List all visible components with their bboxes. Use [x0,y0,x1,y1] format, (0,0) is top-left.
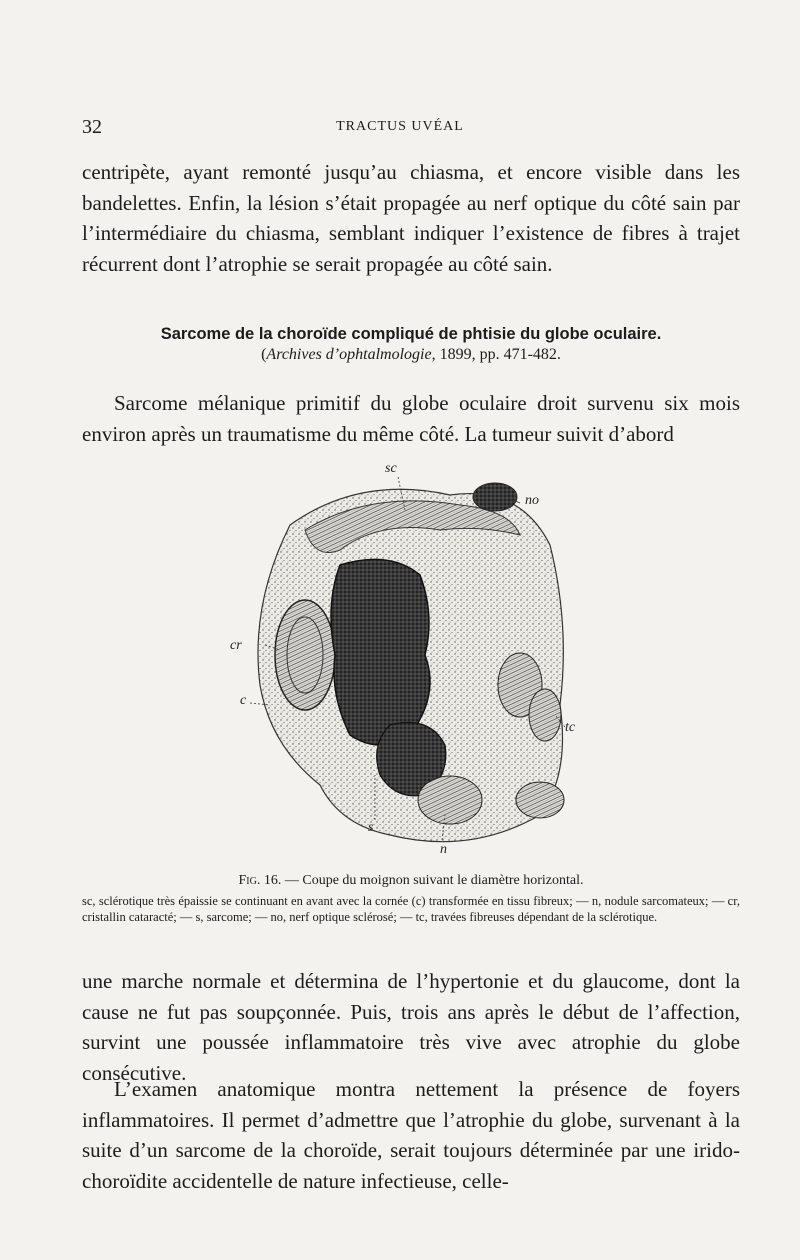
reference-journal: Archives d’ophtalmologie [266,346,432,363]
paragraph-case-continued: une marche normale et détermina de l’hypertonie et du glaucome, dont la cause ne fut pas soupçonnée. Puis, trois ans après le début de l’affection, survint une poussée inflammatoire très vive avec atrophie du globe consécutive. [82,969,740,1085]
label-tc: tc [565,720,576,735]
figure-legend: sc, sclérotique très épaissie se continuant en avant avec la cornée (c) transformée en tissu fibreux; — n, nodule sarcomateux; — cr, cristallin cataracté; — s, sarcome; — no, nerf optique sclérosé; — tc, travées fibreuses dépendant de la sclérotique. [82,894,740,924]
optic-nerve-blob [473,483,517,511]
eye-section-illustration [220,455,600,865]
sarcomatous-nodule [418,776,482,824]
paragraph-continued: centripète, ayant remonté jusqu’au chiasma, et encore visible dans les bandelettes. Enfin, la lésion s’était propagée au nerf optique du côté sain par l’intermédiaire du chiasma, semblant indiquer l’existence de fibres à trajet récurrent dont l’atrophie se serait propagée au côté sain. [82,160,740,276]
page-number: 32 [82,116,102,138]
label-no: no [525,493,539,508]
label-cr: cr [230,638,242,653]
figure-caption-title [82,873,740,889]
label-s: s [368,820,374,835]
reference-open-paren: ( [261,346,267,363]
fibrous-trabecula-3 [516,782,564,818]
label-sc: sc [385,461,397,476]
section-title: Sarcome de la choroïde compliqué de phtisie du globe oculaire. [160,325,662,343]
fibrous-trabecula-2 [529,689,561,741]
figure-caption-text: — Coupe du moignon suivant le diamètre horizontal. [281,873,584,888]
label-c: c [240,693,247,708]
label-n: n [440,842,447,857]
page-header [82,116,718,142]
running-head: TRACTUS UVÉAL [336,119,464,134]
sarcoma-mass [331,559,430,745]
figure-number: Fig. 16. [238,873,282,888]
eye-section-figure [220,455,600,865]
reference-details: , 1899, pp. 471-482. [431,346,561,363]
section-reference [82,346,740,364]
paragraph-case-intro: Sarcome mélanique primitif du globe oculaire droit survenu six mois environ après un traumatisme du même côté. La tumeur suivit d’abord [82,391,740,446]
paragraph-anatomy: L’examen anatomique montra nettement la présence de foyers inflammatoires. Il permet d’admettre que l’atrophie du globe, survenant à la suite d’un sarcome de la choroïde, serait toujours déterminée par une irido-choroïdite accidentelle de nature infectieuse, celle- [82,1077,740,1193]
